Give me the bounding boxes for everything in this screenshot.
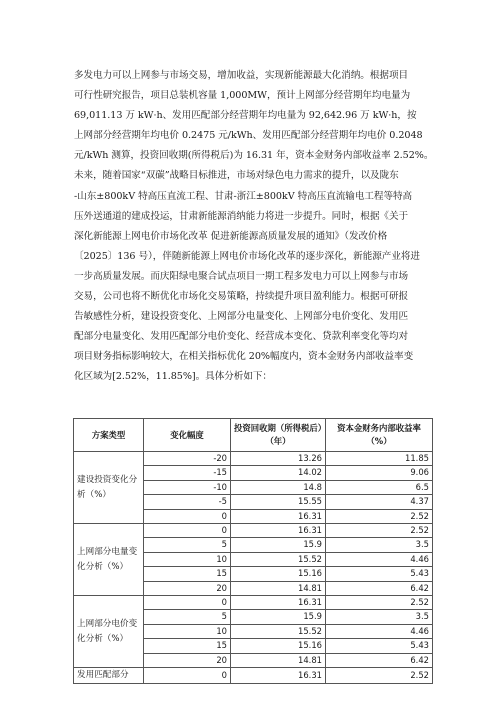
sensitivity-table xyxy=(73,418,433,684)
group-label: 发用匹配部分 xyxy=(74,668,144,684)
table-row xyxy=(74,524,433,538)
cell-irr: 4.46 xyxy=(326,552,433,566)
header-payback-period: 投资回收期（所得税后）（年） xyxy=(231,419,326,452)
header-change-range: 变化幅度 xyxy=(144,419,231,452)
paragraph-line: 69,011.13 万 kW·h、发用匹配部分经营期年均电量为 92,642.96 万 kW·h，按 xyxy=(74,110,417,122)
group-label: 上网部分电价变化分析（%） xyxy=(74,596,144,668)
cell-irr: 5.43 xyxy=(326,639,433,653)
cell-irr: 4.37 xyxy=(326,495,433,509)
cell-change-range: -15 xyxy=(144,466,231,480)
cell-change-range: 20 xyxy=(144,581,231,595)
table-row xyxy=(74,452,433,466)
paragraph-line: 深化新能源上网电价市场化改革 促进新能源高质量发展的通知》（发改价格 xyxy=(74,230,388,242)
cell-change-range: 15 xyxy=(144,639,231,653)
cell-change-range: 0 xyxy=(144,509,231,523)
cell-payback-period: 15.55 xyxy=(231,495,326,509)
cell-irr: 5.43 xyxy=(326,567,433,581)
cell-payback-period: 15.16 xyxy=(231,639,326,653)
paragraph-line: 上网部分经营期年均电价 0.2475 元/kWh、发用匹配部分经营期年均电价 0.2048 xyxy=(74,130,423,142)
cell-payback-period: 14.02 xyxy=(231,466,326,480)
paragraph-line: 〔2025〕136 号），伴随新能源上网电价市场化改革的逐步深化，新能源产业将进 xyxy=(74,250,420,262)
cell-change-range: 5 xyxy=(144,538,231,552)
body-paragraph xyxy=(74,66,434,388)
paragraph-line: 化区域为[2.52%，11.85%]。具体分析如下： xyxy=(74,371,272,383)
paragraph-line: 多发电力可以上网参与市场交易，增加收益，实现新能源最大化消纳。根据项目 xyxy=(74,70,409,81)
cell-irr: 3.5 xyxy=(326,610,433,624)
cell-irr: 2.52 xyxy=(326,509,433,523)
cell-change-range: 10 xyxy=(144,624,231,638)
cell-irr: 2.52 xyxy=(326,524,433,538)
cell-payback-period: 13.26 xyxy=(231,452,326,466)
sensitivity-table-wrapper xyxy=(73,418,432,684)
cell-change-range: 10 xyxy=(144,552,231,566)
paragraph-line: 压外送通道的建成投运，甘肃新能源消纳能力将进一步提升。同时，根据《关于 xyxy=(74,210,409,222)
paragraph-line: 告敏感性分析，建设投资变化、上网部分电量变化、上网部分电价变化、发用匹 xyxy=(74,311,409,323)
paragraph-line: 交易，公司也将不断优化市场化交易策略，持续提升项目盈利能力。根据可研报 xyxy=(74,291,409,303)
cell-payback-period: 14.8 xyxy=(231,480,326,494)
cell-payback-period: 15.9 xyxy=(231,538,326,552)
cell-change-range: -5 xyxy=(144,495,231,509)
group-label: 建设投资变化分析（%） xyxy=(74,452,144,524)
group-label: 上网部分电量变化分析（%） xyxy=(74,524,144,596)
cell-change-range: 15 xyxy=(144,567,231,581)
cell-irr: 4.46 xyxy=(326,624,433,638)
cell-payback-period: 14.81 xyxy=(231,581,326,595)
cell-irr: 6.42 xyxy=(326,581,433,595)
cell-payback-period: 16.31 xyxy=(231,509,326,523)
cell-irr: 6.5 xyxy=(326,480,433,494)
paragraph-line: 配部分电量变化、发用匹配部分电价变化、经营成本变化、贷款利率变化等均对 xyxy=(74,331,409,343)
cell-payback-period: 15.52 xyxy=(231,624,326,638)
table-row xyxy=(74,668,433,684)
paragraph-line: 可行性研究报告，项目总装机容量 1,000MW，预计上网部分经营期年均电量为 xyxy=(74,90,411,102)
cell-irr: 2.52 xyxy=(326,668,433,684)
cell-irr: 6.42 xyxy=(326,653,433,667)
table-header-row xyxy=(74,419,433,452)
cell-irr: 9.06 xyxy=(326,466,433,480)
cell-change-range: -10 xyxy=(144,480,231,494)
paragraph-line: 元/kWh 测算，投资回收期(所得税后)为 16.31 年，资本金财务内部收益率 2.52%。 xyxy=(74,150,434,162)
header-irr: 资本金财务内部收益率（%） xyxy=(326,419,433,452)
paragraph-line: -山东±800kV 特高压直流工程、甘肃-浙江±800kV 特高压直流输电工程等特高 xyxy=(74,190,413,202)
cell-irr: 2.52 xyxy=(326,596,433,610)
cell-change-range: 0 xyxy=(144,596,231,610)
table-row xyxy=(74,596,433,610)
cell-payback-period: 16.31 xyxy=(231,668,326,684)
cell-irr: 3.5 xyxy=(326,538,433,552)
cell-change-range: -20 xyxy=(144,452,231,466)
paragraph-line: 项目财务指标影响较大，在相关指标优化 20%幅度内，资本金财务内部收益率变 xyxy=(74,351,414,363)
cell-change-range: 20 xyxy=(144,653,231,667)
header-scheme-type: 方案类型 xyxy=(74,419,144,452)
cell-payback-period: 14.81 xyxy=(231,653,326,667)
cell-payback-period: 16.31 xyxy=(231,524,326,538)
cell-change-range: 0 xyxy=(144,524,231,538)
cell-change-range: 0 xyxy=(144,668,231,684)
cell-irr: 11.85 xyxy=(326,452,433,466)
cell-payback-period: 15.16 xyxy=(231,567,326,581)
paragraph-line: 一步高质量发展。而庆阳绿电聚合试点项目一期工程多发电力可以上网参与市场 xyxy=(74,270,409,282)
cell-change-range: 5 xyxy=(144,610,231,624)
paragraph-line: 未来，随着国家“双碳”战略目标推进，市场对绿色电力需求的提升，以及陇东 xyxy=(74,170,399,182)
cell-payback-period: 15.9 xyxy=(231,610,326,624)
cell-payback-period: 16.31 xyxy=(231,596,326,610)
cell-payback-period: 15.52 xyxy=(231,552,326,566)
